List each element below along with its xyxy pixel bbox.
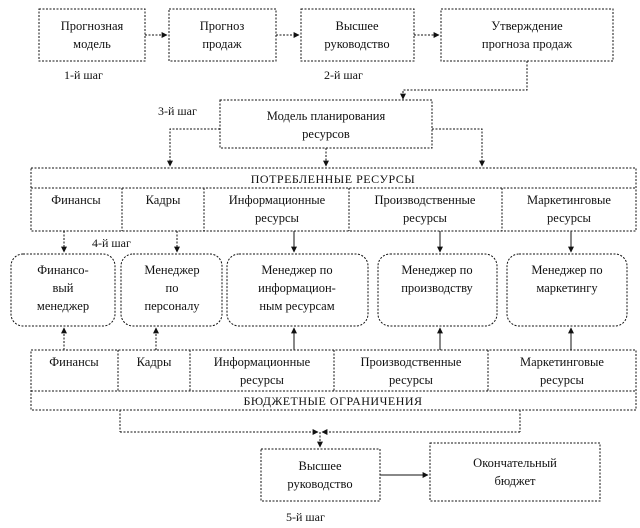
consumed-resources-table bbox=[31, 168, 636, 231]
manager-box-staff bbox=[121, 254, 222, 326]
manager-production-line-2: производству bbox=[401, 281, 473, 295]
top-box-sales-forecast bbox=[169, 9, 276, 61]
top-box-forecast-approval-line-2: прогноза продаж bbox=[481, 37, 573, 51]
manager-staff-line-2: по bbox=[165, 281, 179, 295]
top-box-forecast-model-line-2: модель bbox=[73, 37, 111, 51]
top-box-top-management bbox=[301, 9, 414, 61]
consumed-cell-info-line-2: ресурсы bbox=[255, 211, 299, 225]
top-box-sales-forecast-line-1: Прогноз bbox=[199, 19, 245, 33]
budget-constraints-table bbox=[31, 350, 636, 410]
arrow-planning-right bbox=[432, 129, 482, 166]
budget-cell-marketing-line-2: ресурсы bbox=[540, 373, 584, 387]
top-box-forecast-model bbox=[39, 9, 145, 61]
manager-info-line-2: информацион- bbox=[258, 281, 336, 295]
manager-box-production bbox=[378, 254, 497, 326]
consumed-cell-finance: Финансы bbox=[51, 193, 101, 207]
manager-finance-line-2: вый bbox=[52, 281, 74, 295]
manager-info-line-3: ным ресурсам bbox=[259, 299, 335, 313]
top-box-top-management-line-1: Высшее bbox=[335, 19, 379, 33]
consumed-cell-info-line-1: Информационные bbox=[228, 193, 326, 207]
budget-cell-production-line-2: ресурсы bbox=[389, 373, 433, 387]
manager-marketing-line-2: маркетингу bbox=[536, 281, 598, 295]
step-2-label: 2-й шаг bbox=[324, 68, 363, 82]
budget-cell-info-line-2: ресурсы bbox=[240, 373, 284, 387]
arrow-approval-to-planning bbox=[403, 61, 527, 99]
consumed-resources-title: ПОТРЕБЛЕННЫЕ РЕСУРСЫ bbox=[250, 172, 416, 186]
arrow-planning-left bbox=[170, 129, 220, 166]
manager-info-line-1: Менеджер по bbox=[261, 263, 333, 277]
bottom-top-management-line-2: руководство bbox=[287, 477, 353, 491]
budget-cell-marketing-line-1: Маркетинговые bbox=[520, 355, 604, 369]
consumed-cell-marketing-line-2: ресурсы bbox=[547, 211, 591, 225]
budget-cell-info-line-1: Информационные bbox=[213, 355, 311, 369]
step-4-label: 4-й шаг bbox=[92, 236, 131, 250]
budget-cell-finance: Финансы bbox=[49, 355, 99, 369]
manager-box-info bbox=[227, 254, 368, 326]
consumed-cell-staff: Кадры bbox=[145, 193, 181, 207]
top-box-sales-forecast-line-2: продаж bbox=[202, 37, 242, 51]
final-budget-line-2: бюджет bbox=[494, 474, 536, 488]
manager-box-marketing bbox=[507, 254, 627, 326]
manager-production-line-1: Менеджер по bbox=[401, 263, 473, 277]
resource-planning-line-1: Модель планирования bbox=[266, 109, 386, 123]
consumed-cell-marketing-line-1: Маркетинговые bbox=[527, 193, 611, 207]
consumed-cell-production-line-2: ресурсы bbox=[403, 211, 447, 225]
manager-box-finance bbox=[11, 254, 115, 326]
resource-planning-line-2: ресурсов bbox=[302, 127, 350, 141]
bottom-box-top-management bbox=[261, 449, 380, 501]
manager-finance-line-3: менеджер bbox=[36, 299, 90, 313]
top-box-forecast-approval bbox=[441, 9, 613, 61]
top-box-forecast-approval-line-1: Утверждение bbox=[491, 19, 563, 33]
budget-cell-production-line-1: Производственные bbox=[360, 355, 462, 369]
final-budget-line-1: Окончательный bbox=[473, 456, 557, 470]
step-1-label: 1-й шаг bbox=[64, 68, 103, 82]
manager-finance-line-1: Финансо- bbox=[37, 263, 89, 277]
step-5-label: 5-й шаг bbox=[286, 510, 325, 524]
top-box-top-management-line-2: руководство bbox=[324, 37, 390, 51]
bottom-box-final-budget bbox=[430, 443, 600, 501]
manager-marketing-line-1: Менеджер по bbox=[531, 263, 603, 277]
manager-staff-line-1: Менеджер bbox=[144, 263, 200, 277]
budget-constraints-title: БЮДЖЕТНЫЕ ОГРАНИЧЕНИЯ bbox=[243, 394, 423, 408]
resource-planning-box bbox=[220, 100, 432, 148]
consumed-cell-production-line-1: Производственные bbox=[374, 193, 476, 207]
step-3-label: 3-й шаг bbox=[158, 104, 197, 118]
bottom-top-management-line-1: Высшее bbox=[298, 459, 342, 473]
top-box-forecast-model-line-1: Прогнозная bbox=[60, 19, 124, 33]
budget-cell-staff: Кадры bbox=[136, 355, 172, 369]
manager-staff-line-3: персоналу bbox=[144, 299, 200, 313]
